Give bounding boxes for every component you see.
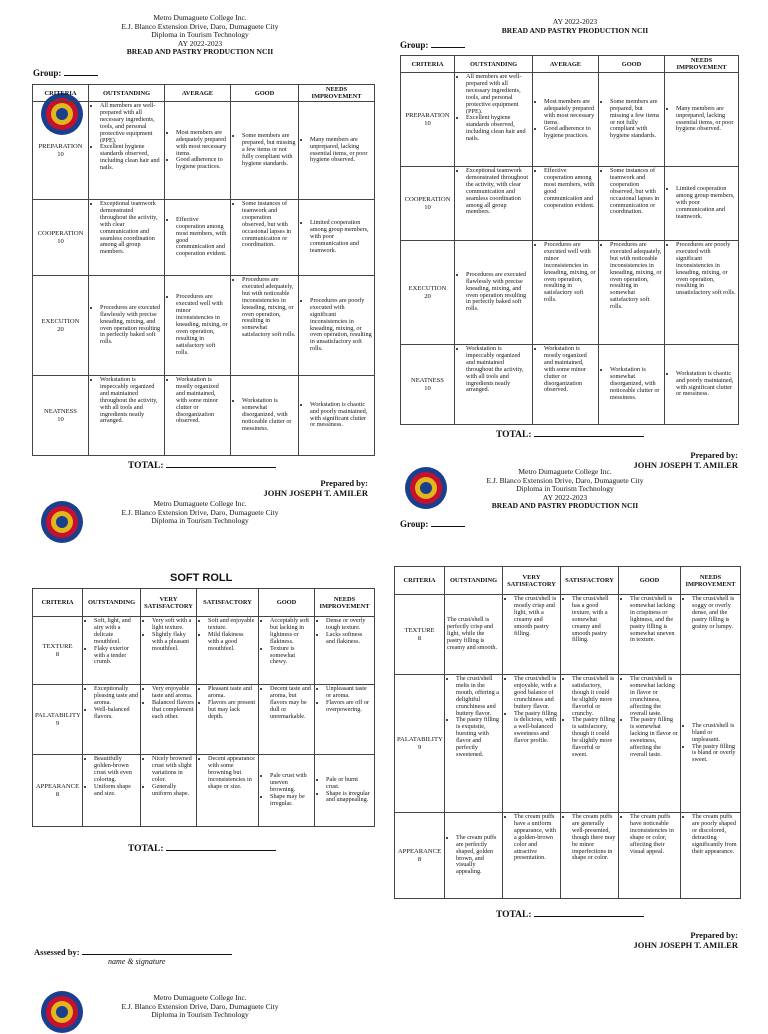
group-field [400, 39, 465, 50]
school-address: E.J. Blanco Extension Drive, Daro, Dumaguete City [121, 21, 279, 31]
table-row [33, 617, 375, 685]
cream-puff-rubric-table [394, 566, 741, 899]
school-address: E.J. Blanco Extension Drive, Daro, Dumaguete City [121, 507, 279, 517]
course-title: BREAD AND PASTRY PRODUCTION NCII [501, 25, 649, 35]
table-row [33, 685, 375, 755]
rubric-cell: • Workstation is chaotic and poorly maintained, with significant clutter or messiness. [299, 376, 375, 456]
group-blank[interactable] [431, 518, 465, 527]
header-needs-improvement: NEEDS IMPROVEMENT [665, 56, 739, 73]
criterion-cell: EXECUTION 20 [401, 241, 455, 345]
rubric-cell: • Workstation is impeccably organized and maintained throughout the activity, with all tools and ingredients neatly arranged. [455, 345, 533, 425]
rubric-cell: • Some members are prepared, but missing a few items or not fully compliant with hygiene standards. [599, 73, 665, 167]
rubric-cell: • Soft and enjoyable texture. • Mild flakiness with a good mouthfeel. [197, 617, 259, 685]
rubric-cell: • Procedures are poorly executed with significant inconsistencies in kneading, mixing, or oven operation, resulting in unsatisfactory soft rolls. [299, 276, 375, 376]
rubric-cell: • Limited cooperation among group members, with poor communication and teamwork. [665, 167, 739, 241]
group-blank[interactable] [431, 39, 465, 48]
criterion-cell: PREPARATION 10 [401, 73, 455, 167]
rubric-cell: • Effective cooperation among most members, with good communication and cooperation evident. [533, 167, 599, 241]
rubric-cell: • Workstation is mostly organized and maintained, with some minor clutter or disorganization observed. [165, 376, 231, 456]
table-row [401, 167, 739, 241]
total-blank[interactable] [534, 428, 644, 437]
rubric-cell: The crust/shell is perfectly crisp and light, while the pastry filling is creamy and smooth. [445, 595, 503, 675]
program-name: Diploma in Tourism Technology [516, 484, 614, 494]
document-header [470, 18, 680, 35]
document-header [460, 468, 670, 511]
rubric-cell: • Nicely browned crust with slight variations in color. • Generally uniform shape. [141, 755, 197, 827]
school-name: Metro Dumaguete College Inc. [153, 499, 247, 508]
teamwork-rubric-table [400, 55, 739, 425]
preparer-name: JOHN JOSEPH T. AMILER [633, 460, 738, 470]
academic-year: AY 2022-2023 [177, 38, 223, 48]
criterion-cell: PALATABILITY 9 [33, 685, 83, 755]
header-outstanding: OUTSTANDING [445, 567, 503, 595]
rubric-cell: • The crust/shell has a good texture, with a somewhat creamy and smooth pastry filling. [561, 595, 619, 675]
header-needs-improvement: NEEDS IMPROVEMENT [681, 567, 741, 595]
rubric-cell: • Procedures are poorly executed with significant inconsistencies in kneading, mixing, or oven operation, resulting in unsatisfactory soft rolls. [665, 241, 739, 345]
table-row [33, 376, 375, 456]
school-name: Metro Dumaguete College Inc. [518, 467, 612, 476]
rubric-cell: • Dense or overly tough texture. • Lacks softness and flakiness. [315, 617, 375, 685]
course-title: BREAD AND PASTRY PRODUCTION NCII [491, 501, 639, 511]
rubric-cell: • All members are well-prepared with all necessary ingredients, tools, and personal protective equipment (PPE). • Excellent hygiene standards observed, including clean hair and nails. [455, 73, 533, 167]
header-criteria: CRITERIA [401, 56, 455, 73]
total-label: TOTAL: [128, 461, 164, 471]
program-name: Diploma in Tourism Technology [151, 516, 249, 526]
rubric-cell: • The crust/shell is somewhat lacking in flavor or crunchiness, affecting the overall taste. • The pastry filling is somewhat lacking in flavor or sweetness, affecting the overall taste. [619, 675, 681, 813]
course-title: BREAD AND PASTRY PRODUCTION NCII [126, 47, 274, 57]
preparer-name: JOHN JOSEPH T. AMILER [633, 940, 738, 950]
table-row [401, 73, 739, 167]
header-criteria: CRITERIA [395, 567, 445, 595]
rubric-cell: • Procedures are executed flawlessly with precise kneading, mixing, and oven operation resulting in perfectly baked soft rolls. [89, 276, 165, 376]
rubric-cell: • Acceptably soft but lacking in lightness or flakiness. • Texture is somewhat chewy. [259, 617, 315, 685]
header-average: AVERAGE [165, 85, 231, 102]
rubric-cell: • Pale crust with uneven browning. • Shape may be irregular. [259, 755, 315, 827]
criterion-cell: APPEARANCE 8 [33, 755, 83, 827]
header-very-satisfactory: VERY SATISFACTORY [503, 567, 561, 595]
rubric-cell: • Workstation is mostly organized and maintained, with some minor clutter or disorganization observed. [533, 345, 599, 425]
rubric-cell: • Limited cooperation among group members, with poor communication and teamwork. [299, 200, 375, 276]
total-blank[interactable] [534, 908, 644, 917]
table-header-row [395, 567, 741, 595]
rubric-cell: • Beautifully golden-brown crust with even coloring. • Uniform shape and size. [83, 755, 141, 827]
header-outstanding: OUTSTANDING [83, 589, 141, 617]
rubric-cell: • The crust/shell is mostly crisp and light, with a creamy and smooth pastry filling. [503, 595, 561, 675]
rubric-cell: • Workstation is chaotic and poorly maintained, with significant clutter or messiness. [665, 345, 739, 425]
total-blank[interactable] [166, 842, 276, 851]
school-name: Metro Dumaguete College Inc. [153, 13, 247, 22]
criterion-cell: APPEARANCE 8 [395, 813, 445, 899]
criterion-cell: NEATNESS 10 [401, 345, 455, 425]
soft-roll-title: SOFT ROLL [170, 572, 233, 584]
rubric-cell: • Pleasant taste and aroma. • Flavors are present but may lack depth. [197, 685, 259, 755]
table-row [401, 345, 739, 425]
assessed-by-field [34, 946, 232, 957]
prepared-label: Prepared by: [690, 930, 738, 940]
rubric-cell: • The cream puffs are generally well-presented, though there may be minor imperfections in shape or color. [561, 813, 619, 899]
header-good: GOOD [599, 56, 665, 73]
rubric-cell: • Most members are adequately prepared with most necessary items. • Good adherence to hygiene practices. [165, 102, 231, 200]
rubric-cell: • Pale or burnt crust. • Shape is irregular and unappealing. [315, 755, 375, 827]
rubric-cell: • The cream puffs are perfectly shaped, golden brown, and visually appealing. [445, 813, 503, 899]
table-row [401, 241, 739, 345]
rubric-cell: • Decent taste and aroma, but flavors may be dull or unremarkable. [259, 685, 315, 755]
criterion-cell: COOPERATION 10 [33, 200, 89, 276]
criterion-cell: COOPERATION 10 [401, 167, 455, 241]
table-row [395, 675, 741, 813]
criterion-cell: EXECUTION 20 [33, 276, 89, 376]
total-field [128, 842, 276, 854]
rubric-cell: • Very enjoyable taste and aroma. • Balanced flavors that complement each other. [141, 685, 197, 755]
criterion-cell: PALATABILITY 9 [395, 675, 445, 813]
rubric-cell: • Workstation is impeccably organized and maintained throughout the activity, with all tools and ingredients neatly arranged. [89, 376, 165, 456]
header-satisfactory: SATISFACTORY [197, 589, 259, 617]
rubric-cell: • Exceptional teamwork demonstrated throughout the activity, with clear communication and seamless coordination among all group members. [455, 167, 533, 241]
rubric-cell: • The cream puffs are poorly shaped or discolored, detracting significantly from their appearance. [681, 813, 741, 899]
document-header [95, 994, 305, 1020]
academic-year: AY 2022-2023 [552, 17, 598, 26]
header-good: GOOD [259, 589, 315, 617]
rubric-cell: • Very soft with a light texture. • Slightly flaky with a pleasant mouthfeel. [141, 617, 197, 685]
criterion-cell: PREPARATION 10 [33, 102, 89, 200]
rubric-cell: • The crust/shell is somewhat lacking in crispiness or lightness, and the pastry filling is somewhat uneven in texture. [619, 595, 681, 675]
prepared-by-block [570, 930, 738, 950]
rubric-cell: • Some members are prepared, but missing a few items or not fully compliant with hygiene standards. [231, 102, 299, 200]
header-good: GOOD [231, 85, 299, 102]
school-seal-icon [404, 466, 448, 510]
academic-year: AY 2022-2023 [542, 492, 588, 502]
rubric-cell: • Decent appearance with some browning but inconsistencies in shape or size. [197, 755, 259, 827]
rubric-cell: • Some instances of teamwork and cooperation observed, but with occasional lapses in communication or coordination. [231, 200, 299, 276]
table-row [33, 200, 375, 276]
header-needs-improvement: NEEDS IMPROVEMENT [299, 85, 375, 102]
rubric-cell: • Most members are adequately prepared with most necessary items. • Good adherence to hygiene practices. [533, 73, 599, 167]
prepared-by-block [570, 450, 738, 470]
preparer-name: JOHN JOSEPH T. AMILER [263, 488, 368, 498]
total-label: TOTAL: [128, 844, 164, 854]
school-name: Metro Dumaguete College Inc. [153, 993, 247, 1002]
criterion-cell: TEXTURE 8 [33, 617, 83, 685]
header-criteria: CRITERIA [33, 589, 83, 617]
rubric-cell: • The crust/shell is satisfactory, though it could be slightly more flavorful or crunchy. • The pastry filling is satisfactory, though it could be slightly more flavorful or sweet. [561, 675, 619, 813]
header-satisfactory: SATISFACTORY [561, 567, 619, 595]
school-address: E.J. Blanco Extension Drive, Daro, Dumaguete City [486, 475, 644, 485]
program-name: Diploma in Tourism Technology [151, 1010, 249, 1020]
criterion-cell: NEATNESS 10 [33, 376, 89, 456]
header-good: GOOD [619, 567, 681, 595]
rubric-cell: • Exceptional teamwork demonstrated throughout the activity, with clear communication and seamless coordination among all group members. [89, 200, 165, 276]
prepared-label: Prepared by: [690, 450, 738, 460]
table-header-row [33, 589, 375, 617]
prepared-label: Prepared by: [320, 478, 368, 488]
table-row [33, 755, 375, 827]
rubric-cell: • Procedures are executed adequately, but with noticeable inconsistencies in kneading, mixing, or oven operation, resulting in somewhat satisfactory soft rolls. [599, 241, 665, 345]
rubric-cell: • Unpleasant taste or aroma. • Flavors are off or overpowering. [315, 685, 375, 755]
rubric-cell: • All members are well-prepared with all necessary ingredients, tools, and personal protective equipment (PPE). • Excellent hygiene standards observed, including clean hair and nails. [89, 102, 165, 200]
table-row [395, 813, 741, 899]
rubric-cell: • Procedures are executed flawlessly with precise kneading, mixing, and oven operation resulting in perfectly baked soft rolls. [455, 241, 533, 345]
assessed-label: Assessed by: [34, 947, 80, 957]
teamwork-rubric-table [32, 84, 375, 456]
rubric-cell: • Workstation is somewhat disorganized, with noticeable clutter or messiness. [231, 376, 299, 456]
header-average: AVERAGE [533, 56, 599, 73]
header-outstanding: OUTSTANDING [455, 56, 533, 73]
header-needs-improvement: NEEDS IMPROVEMENT [315, 589, 375, 617]
document-header [95, 14, 305, 57]
table-header-row [33, 85, 375, 102]
rubric-cell: • Some instances of teamwork and cooperation observed, but with occasional lapses in communication or coordination. [599, 167, 665, 241]
header-criteria: CRITERIA [33, 85, 89, 102]
rubric-cell: • Many members are unprepared, lacking essential items, or poor hygiene observed. [299, 102, 375, 200]
total-label: TOTAL: [496, 910, 532, 920]
rubric-cell: • Procedures are executed well with minor inconsistencies in kneading, mixing, or oven operation, resulting in satisfactory soft rolls. [165, 276, 231, 376]
group-label: Group: [400, 519, 429, 529]
header-outstanding: OUTSTANDING [89, 85, 165, 102]
table-row [33, 276, 375, 376]
document-header [95, 500, 305, 526]
total-label: TOTAL: [496, 430, 532, 440]
rubric-cell: • The crust/shell is enjoyable, with a good balance of crunchiness and buttery flavor. • The pastry filling is delicious, with a well-balanced sweetness and flavor profile. [503, 675, 561, 813]
school-address: E.J. Blanco Extension Drive, Daro, Dumaguete City [121, 1001, 279, 1011]
criterion-cell: TEXTURE 8 [395, 595, 445, 675]
rubric-cell: • The crust/shell is bland or unpleasant. • The pastry filling is bland or overly sweet. [681, 675, 741, 813]
assessor-signature-line[interactable] [82, 946, 232, 955]
header-very-satisfactory: VERY SATISFACTORY [141, 589, 197, 617]
rubric-cell: • The crust/shell melts in the mouth, offering a delightful crunchiness and buttery flavor. • The pastry filling is exquisite, bursting with flavor and perfectly sweetened. [445, 675, 503, 813]
total-field [128, 459, 276, 471]
rubric-cell: • Procedures are executed well with minor inconsistencies in kneading, mixing, or oven operation, resulting in satisfactory soft rolls. [533, 241, 599, 345]
rubric-cell: • Effective cooperation among most members, with good communication and cooperation evident. [165, 200, 231, 276]
group-label: Group: [33, 68, 62, 78]
prepared-by-block [200, 478, 368, 498]
school-seal-icon [40, 990, 84, 1034]
group-blank[interactable] [64, 67, 98, 76]
total-field [496, 908, 644, 920]
group-field [400, 518, 465, 529]
total-field [496, 428, 644, 440]
soft-roll-rubric-table [32, 588, 375, 827]
rubric-cell: • Workstation is somewhat disorganized, with noticeable clutter or messiness. [599, 345, 665, 425]
signature-caption: name & signature [108, 957, 166, 966]
total-blank[interactable] [166, 459, 276, 468]
table-row [33, 102, 375, 200]
rubric-cell: • Soft, light, and airy with a delicate mouthfeel. • Flaky exterior with a tender crumb. [83, 617, 141, 685]
school-seal-icon [40, 500, 84, 544]
rubric-cell: • Exceptionally pleasing taste and aroma. • Well-balanced flavors. [83, 685, 141, 755]
rubric-cell: • The cream puffs have a uniform appearance, with a golden-brown color and attractive presentation. [503, 813, 561, 899]
rubric-cell: • Many members are unprepared, lacking essential items, or poor hygiene observed. [665, 73, 739, 167]
rubric-cell: • The crust/shell is soggy or overly dense, and the pastry filling is grainy or lumpy. [681, 595, 741, 675]
rubric-cell: • The cream puffs have noticeable inconsistencies in shape or color, affecting their visual appeal. [619, 813, 681, 899]
table-row [395, 595, 741, 675]
group-field [33, 67, 98, 78]
rubric-cell: • Procedures are executed adequately, but with noticeable inconsistencies in kneading, mixing, or oven operation, resulting in somewhat satisfactory soft rolls. [231, 276, 299, 376]
program-name: Diploma in Tourism Technology [151, 30, 249, 40]
group-label: Group: [400, 40, 429, 50]
table-header-row [401, 56, 739, 73]
